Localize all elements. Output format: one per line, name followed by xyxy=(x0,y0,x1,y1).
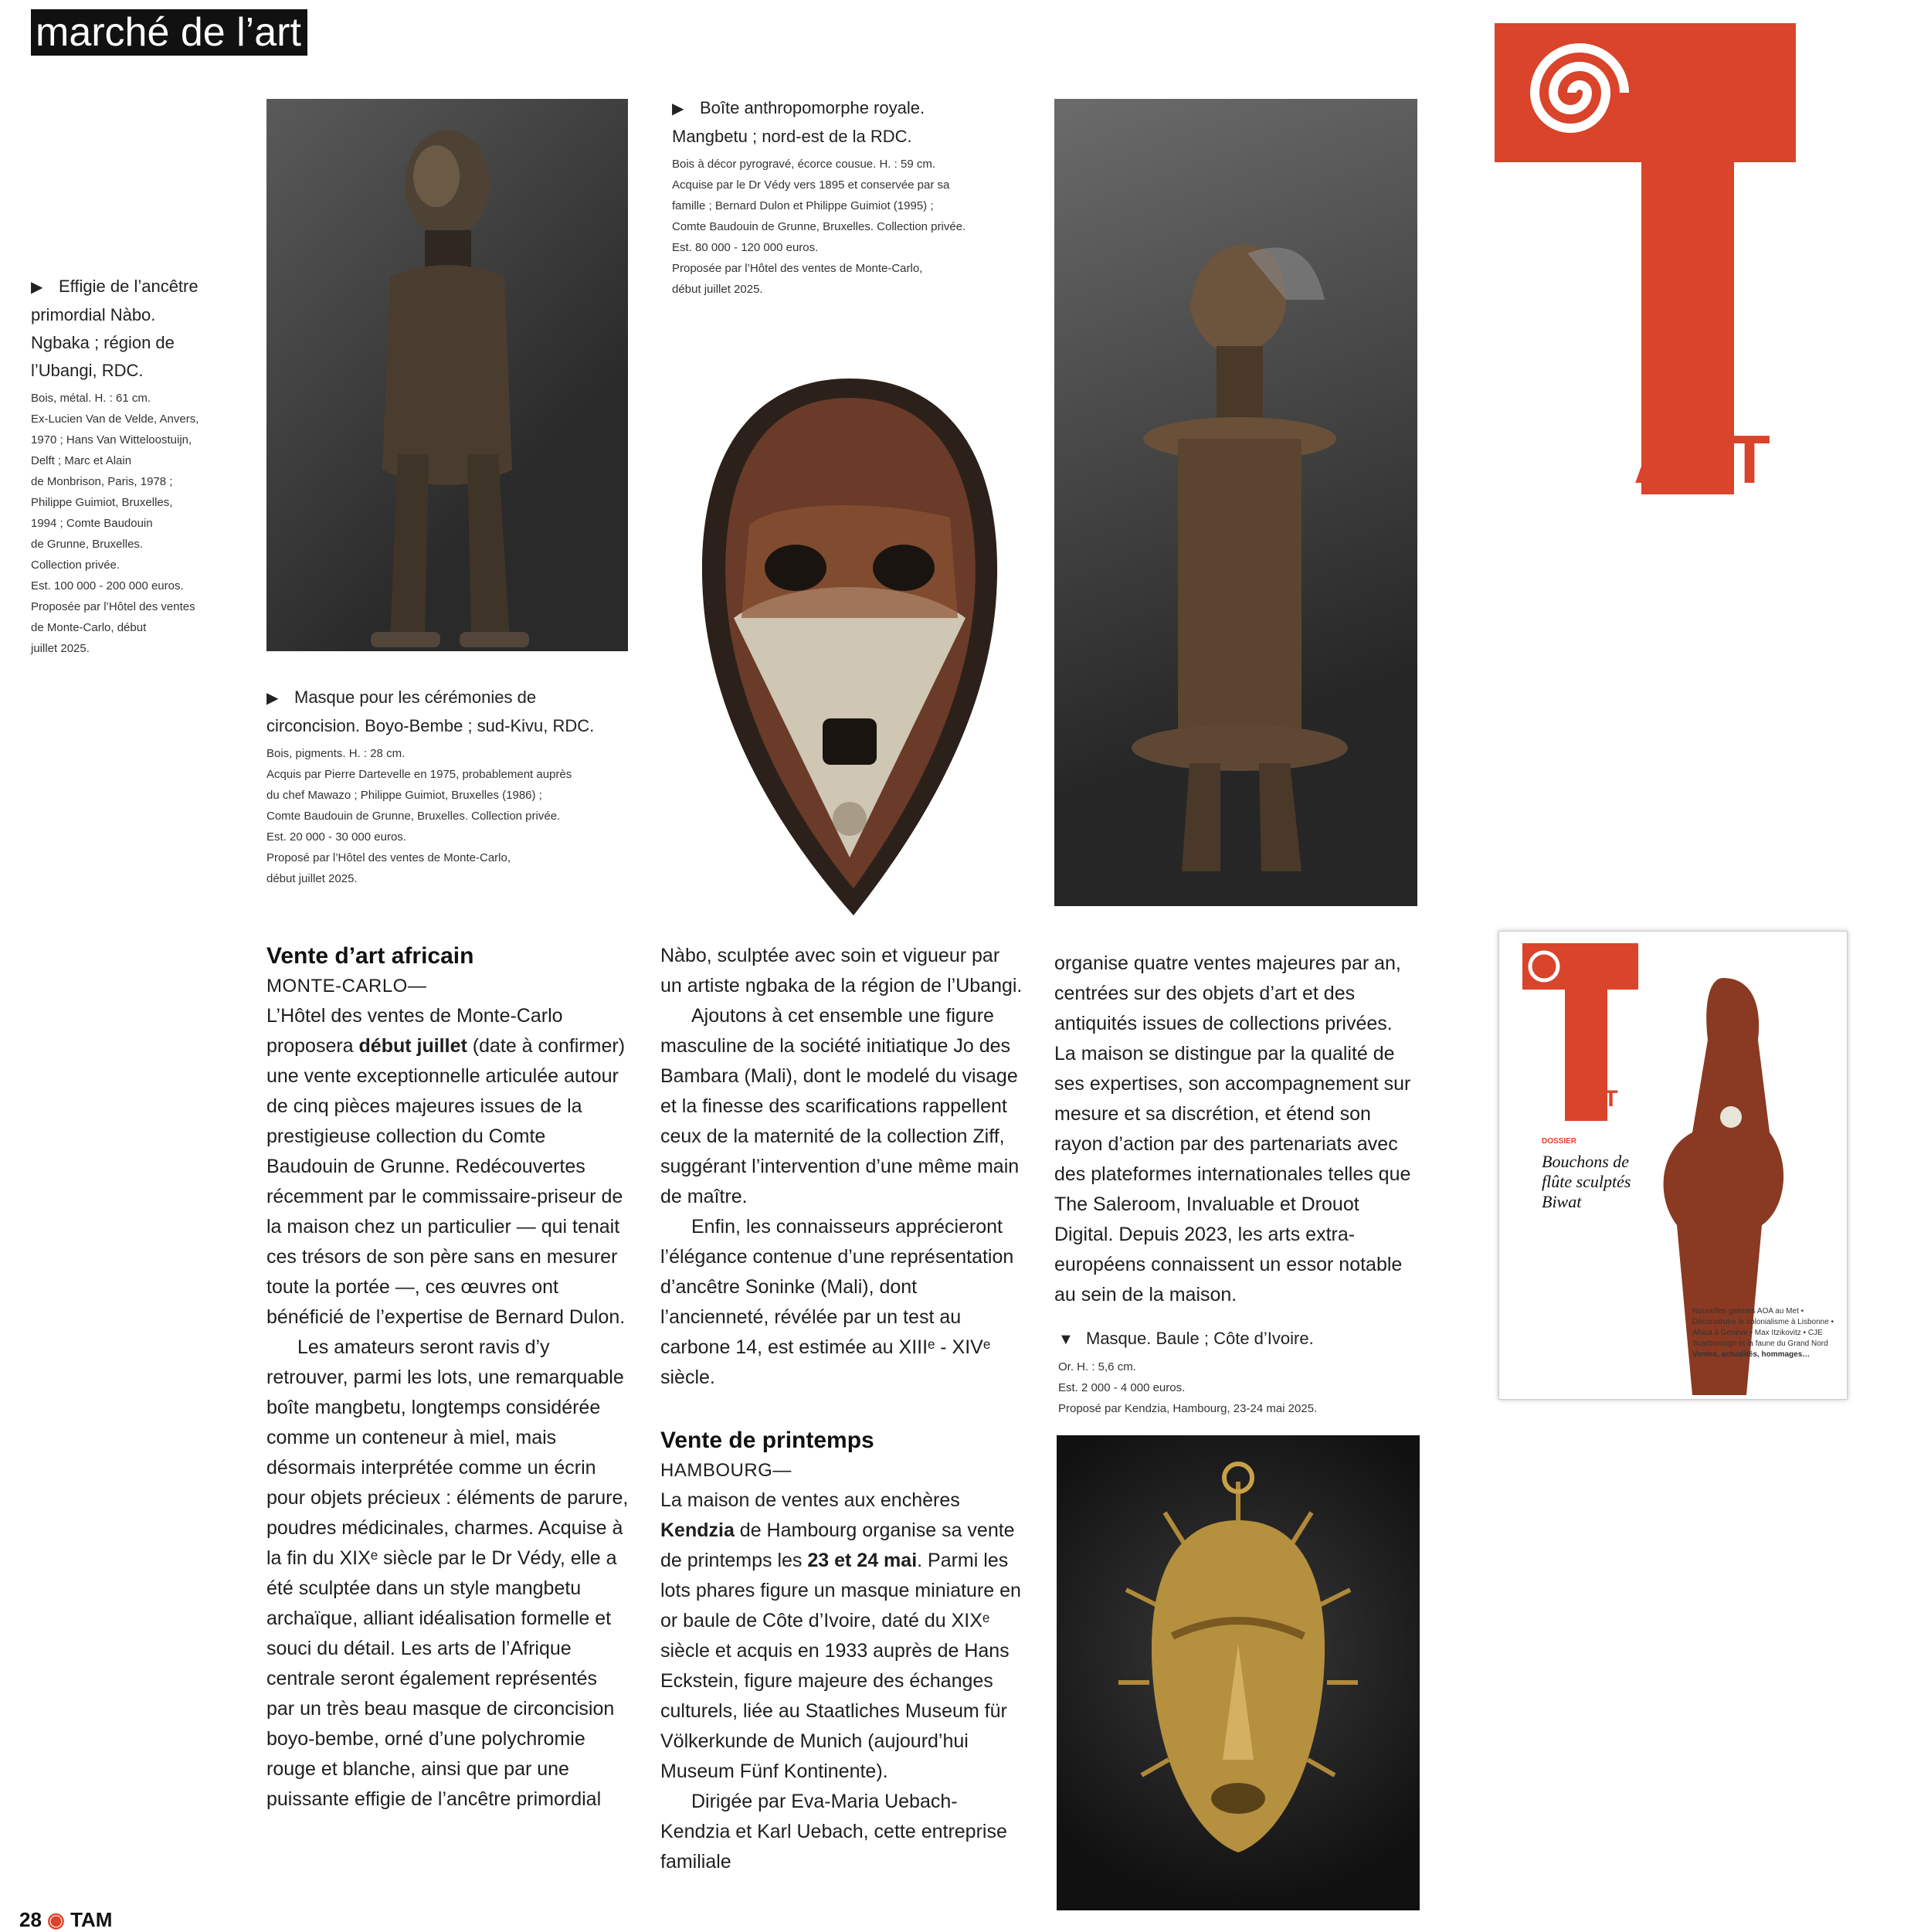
caption-details: Bois, métal. H. : 61 cm. Ex-Lucien Van de Velde, Anvers, 1970 ; Hans Van Witteloostuijn, Delft ; Marc et Alain de Monbrison, Paris, 1978 ; Philippe Guimiot, Bruxelles, 1994 ; Comte Baudouin de Grunne, Bruxelles. Collection privée. Est. 100 000 - 200 000 euros. Proposée par l’Hôtel des ventes de Monte-Carlo, début juillet 2025. xyxy=(31,392,199,655)
page-footer xyxy=(19,1908,112,1932)
photo-boyo-mask xyxy=(680,363,1020,919)
article-paragraph: Enfin, les connaisseurs apprécieront l’élégance contenue d’une représentation d’ancêtre Soninke (Mali), dont l’ancienneté, révélée par un test au carbone 14, est estimée au XIIIᵉ - XIVᵉ siècle. xyxy=(660,1216,1014,1388)
article-paragraph: Nàbo, sculptée avec soin et vigueur par un artiste ngbaka de la région de l’Ubangi. xyxy=(660,945,1023,997)
article-location: HAMBOURG— xyxy=(660,1460,792,1481)
caption-boyo xyxy=(266,684,668,889)
caption-title: ▶ Masque pour les cérémonies de circoncision. Boyo-Bembe ; sud-Kivu, RDC. xyxy=(266,684,668,740)
photo-nabo-effigy xyxy=(266,99,628,651)
caption-baule xyxy=(1058,1325,1429,1419)
logo-word-tribal: TRIBAL xyxy=(1561,247,1621,455)
caption-details: Or. H. : 5,6 cm. Est. 2 000 - 4 000 euros. Proposé par Kendzia, Hambourg, 23-24 mai 2025. xyxy=(1058,1360,1318,1415)
caption-nabo xyxy=(31,273,263,659)
cover-headline: Bouchons de flûte sculptés Biwat xyxy=(1542,1152,1631,1211)
caption-arrow-icon: ▶ xyxy=(266,690,279,707)
article-paragraph: organise quatre ventes majeures par an, centrées sur des objets d’art et des antiquités issues de collections privées. La maison se distingue par la qualité de ses expertises, son accompagnement sur mesure et sa discrétion, et étend son rayon d’action par des partenariats avec des plateformes internationales telles que The Saleroom, Invaluable et Drouot Digital. Depuis 2023, les arts extra-européens connaissent un essor notable au sein de la maison. xyxy=(1054,952,1411,1306)
page-number: 28 xyxy=(19,1908,42,1931)
article-heading: Vente de printemps xyxy=(660,1428,874,1453)
caption-arrow-icon: ▶ xyxy=(31,279,43,296)
caption-title: ▼ Masque. Baule ; Côte d’Ivoire. xyxy=(1058,1325,1429,1353)
caption-details: Bois, pigments. H. : 28 cm. Acquis par Pierre Dartevelle en 1975, probablement auprès du chef Mawazo ; Philippe Guimiot, Bruxelles (1986) ; Comte Baudouin de Grunne, Bruxelles. Collection privée. Est. 20 000 - 30 000 euros. Proposé par l’Hôtel des ventes de Monte-Carlo, début juillet 2025. xyxy=(266,747,572,885)
photo-mangbetu-box xyxy=(1054,99,1417,906)
cover-teaser: Nouvelles galeries AOA au Met • Déconstruire le colonialisme à Lisbonne • Africa à Genève • Max Itzikovitz • CJE Scarborough et la faune du Grand Nord Ventes, actualités, hommages… xyxy=(1692,1307,1834,1359)
cover-logo-word: ART xyxy=(1570,1086,1618,1112)
magazine-cover xyxy=(1498,931,1848,1400)
caption-arrow-icon: ▼ xyxy=(1058,1331,1074,1348)
caption-mangbetu xyxy=(672,94,1058,300)
logo-word-art: ART xyxy=(1634,421,1769,497)
section-title: marché de l’art xyxy=(31,9,307,56)
article-paragraph: Dirigée par Eva-Maria Uebach-Kendzia et Karl Uebach, cette entreprise familiale xyxy=(660,1791,1007,1873)
caption-details: Bois à décor pyrogravé, écorce cousue. H. : 59 cm. Acquise par le Dr Védy vers 1895 et conservée par sa famille ; Bernard Dulon et Philippe Guimiot (1995) ; Comte Baudouin de Grunne, Bruxelles. Collection privée. Est. 80 000 - 120 000 euros. Proposée par l’Hôtel des ventes de Monte-Carlo, début juillet 2025. xyxy=(672,158,966,296)
spiral-icon: ◉ xyxy=(47,1908,65,1931)
cover-dossier-label: DOSSIER xyxy=(1542,1137,1577,1146)
article-paragraph: La maison de ventes aux enchères Kendzia de Hambourg organise sa vente de printemps les 23 et 24 mai. Parmi les lots phares figure un masque miniature en or baule de Côte d’Ivoire, daté du XIXᵉ siècle et acquis en 1933 auprès de Hans Eckstein, figure majeure des échanges culturels, liée au Staatliches Museum für Völkerkunde de Munich (aujourd’hui Museum Fünf Kontinente). xyxy=(660,1489,1021,1782)
caption-title: ▶ Boîte anthropomorphe royale. Mangbetu ; nord-est de la RDC. xyxy=(672,94,1058,151)
tribal-art-logo xyxy=(1495,23,1796,497)
article-column-2 xyxy=(660,941,1023,1877)
magazine-abbrev: TAM xyxy=(70,1908,113,1931)
article-paragraph: L’Hôtel des ventes de Monte-Carlo proposera début juillet (date à confirmer) une vente exceptionnelle articulée autour de cinq pièces majeures issues de la prestigieuse collection du Comte Baudouin de Grunne. Redécouvertes récemment par le commissaire-priseur de la maison chez un particulier — qui tenait ces trésors de son père sans en mesurer toute la portée —, ces œuvres ont bénéficié de l’expertise de Bernard Dulon. xyxy=(266,1005,626,1328)
article-paragraph: Les amateurs seront ravis d’y retrouver, parmi les lots, une remarquable boîte mangbetu, longtemps considérée comme un conteneur à miel, mais désormais interprétée comme un écrin pour objets précieux : éléments de parure, poudres médicinales, charmes. Acquise à la fin du XIXᵉ siècle par le Dr Védy, elle a été sculptée dans un style mangbetu archaïque, alliant idéalisation formelle et souci du détail. Les arts de l’Afrique centrale seront également représentés par un très beau masque de circoncision boyo-bembe, orné d’une polychromie rouge et blanche, ainsi que par une puissante effigie de l’ancêtre primordial xyxy=(266,1336,629,1810)
caption-arrow-icon: ▶ xyxy=(672,100,684,117)
article-paragraph: Ajoutons à cet ensemble une figure masculine de la société initiatique Jo des Bambara (Mali), dont le modelé du visage et la finesse des scarifications rappellent ceux de la maternité de la collection Ziff, suggérant l’intervention d’une même main de maître. xyxy=(660,1005,1020,1207)
article-column-3 xyxy=(1054,949,1417,1310)
article-location: MONTE-CARLO— xyxy=(266,976,427,997)
caption-title: ▶ Effigie de l’ancêtre primordial Nàbo. Ngbaka ; région de l’Ubangi, RDC. xyxy=(31,273,263,385)
article-heading: Vente d’art africain xyxy=(266,943,474,969)
article-column-1 xyxy=(266,941,630,1815)
photo-baule-gold-mask xyxy=(1057,1435,1420,1910)
